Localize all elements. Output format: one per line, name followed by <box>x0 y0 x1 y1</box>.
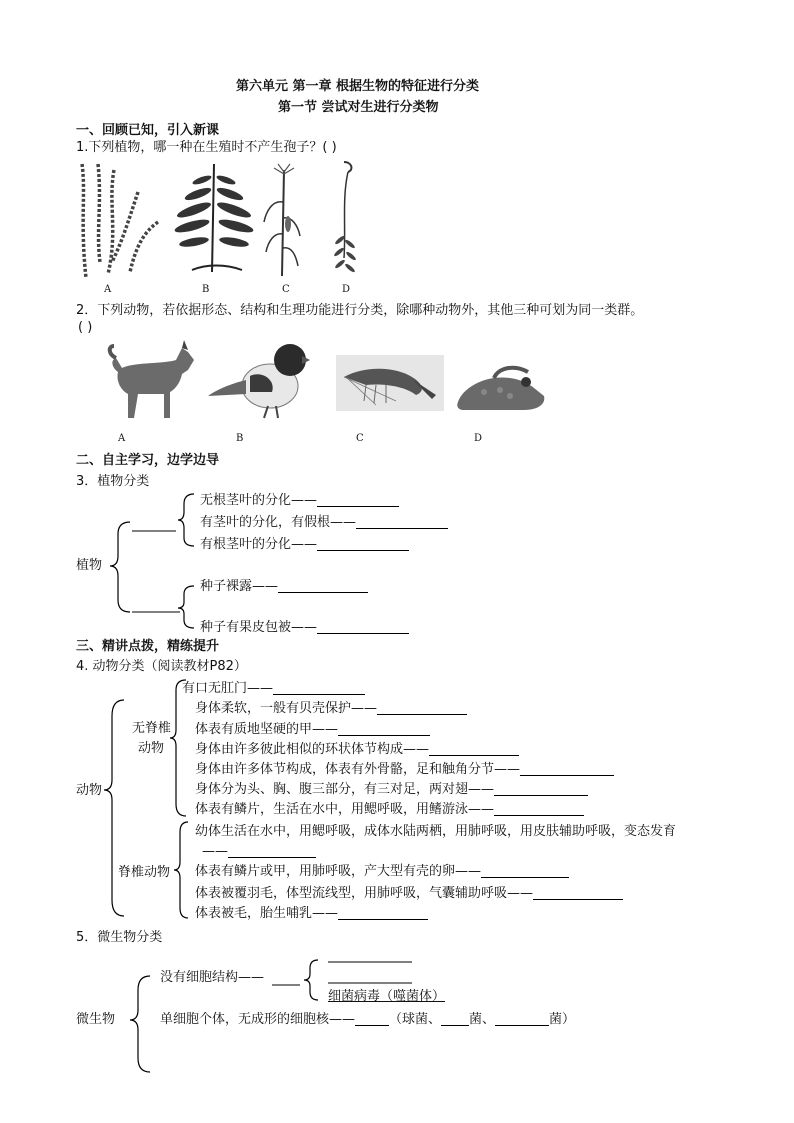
microbe-root-label: 微生物 <box>76 1012 116 1027</box>
page-title: 第六单元 第一章 根据生物的特征进行分类 <box>236 79 480 94</box>
question-2-answer-bracket: ( ) <box>78 320 93 335</box>
microbe-item-text: 菌） <box>549 1012 576 1027</box>
plant-item-moss-text: 有茎叶的分化，有假根—— <box>200 515 357 530</box>
animal-item-text: 身体柔软，一般有贝壳保护—— <box>195 701 378 716</box>
animal-b-label: B <box>236 433 244 444</box>
microbe-item-no-cell: 没有细胞结构—— <box>160 970 265 985</box>
plant-a-label: A <box>104 284 112 295</box>
animal-root-label: 动物 <box>76 783 103 798</box>
vertebrate-label: 脊椎动物 <box>118 865 171 880</box>
animal-d-label: D <box>474 433 483 444</box>
page-subtitle: 第一节 尝试对生进行分类物 <box>278 100 439 115</box>
plant-d-label: D <box>342 284 351 295</box>
plant-root-label: 植物 <box>76 558 103 573</box>
question-2: 2．下列动物，若依据形态、结构和生理功能进行分类，除哪种动物外，其他三种可划为同一类群。 <box>76 303 644 318</box>
plant-item-angiosperm-text: 种子有果皮包被—— <box>200 620 318 635</box>
invertebrate-label-line1: 无脊椎 <box>132 721 172 736</box>
microbe-item-text: 单细胞个体，无成形的细胞核—— <box>160 1012 356 1027</box>
animal-item-amphibian: 幼体生活在水中，用鳃呼吸，成体水陆两栖，用肺呼吸，用皮肤辅助呼吸，变态发育 <box>195 824 677 839</box>
plant-item-gymnosperm-text: 种子裸露—— <box>200 579 279 594</box>
section3-heading: 三、精讲点拨，精练提升 <box>76 639 220 654</box>
section2-heading: 二、自主学习，边学边导 <box>76 453 220 468</box>
animal-item-text: —— <box>202 844 228 859</box>
microbe-item-text: （球菌、 <box>389 1012 442 1027</box>
invertebrate-label-line2: 动物 <box>138 741 165 756</box>
animal-item-text: 体表被覆羽毛，体型流线型，用肺呼吸，气囊辅助呼吸—— <box>195 886 534 901</box>
animal-item-text: 体表有鳞片或甲，用肺呼吸，产大型有壳的卵—— <box>195 864 482 879</box>
question-1: 1.下列植物，哪一种在生殖时不产生孢子？( ) <box>76 140 337 155</box>
animal-c-label: C <box>356 433 364 444</box>
animal-item-text: 体表有质地坚硬的甲—— <box>195 722 339 737</box>
question-3: 3．植物分类 <box>76 474 150 489</box>
question-5: 5．微生物分类 <box>76 930 163 945</box>
animal-item-text: 体表被毛，胎生哺乳—— <box>195 906 339 921</box>
animal-item-text: 身体由许多彼此相似的环状体节构成—— <box>195 742 430 757</box>
animal-item-text: 有口无肛门—— <box>182 681 274 696</box>
answer-blank[interactable] <box>495 1014 549 1026</box>
animal-a-label: A <box>118 433 126 444</box>
plant-c-label: C <box>282 284 290 295</box>
animal-item-text: 身体由许多体节构成，体表有外骨骼，足和触角分节—— <box>195 762 521 777</box>
plant-b-label: B <box>202 284 210 295</box>
plant-item-fern-text: 有根茎叶的分化—— <box>200 537 318 552</box>
microbe-item-bacteria <box>160 1013 575 1026</box>
animal-item-text: 体表有鳞片，生活在水中，用鳃呼吸，用鳍游泳—— <box>195 802 495 817</box>
animal-item-text: 身体分为头、胸、腹三部分，有三对足，两对翅—— <box>195 782 495 797</box>
answer-blank[interactable] <box>441 1014 469 1026</box>
microbe-item-text: 菌、 <box>469 1012 496 1027</box>
section1-heading: 一、回顾已知，引入新课 <box>76 123 220 138</box>
microbe-item-bacteriophage: 细菌病毒（噬菌体） <box>328 989 446 1004</box>
question-4: 4. 动物分类（阅读教材P82） <box>76 659 247 674</box>
answer-blank[interactable] <box>355 1014 389 1026</box>
plant-item-algae-text: 无根茎叶的分化—— <box>200 493 318 508</box>
